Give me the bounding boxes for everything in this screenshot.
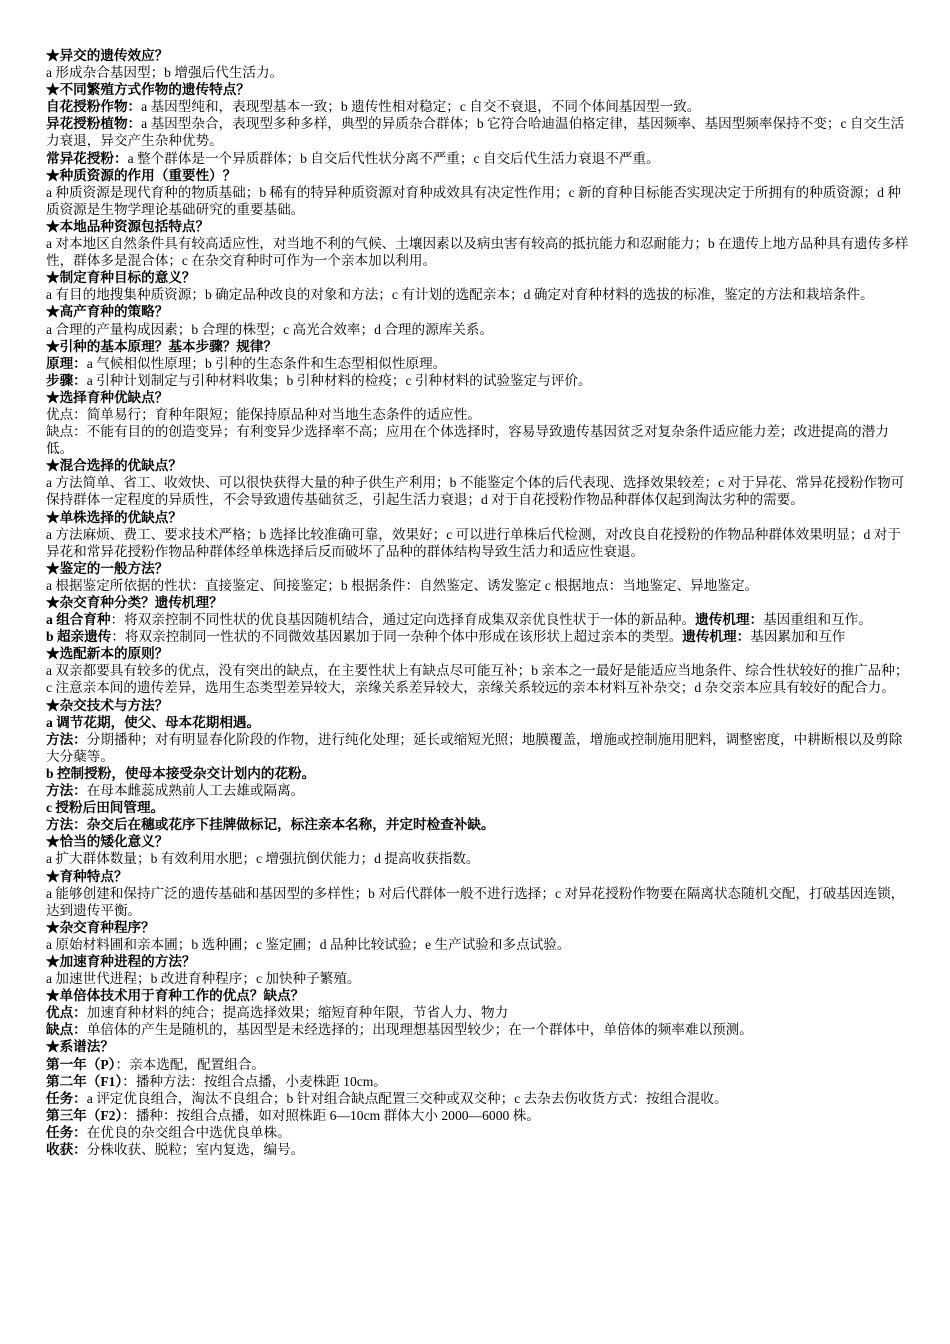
section-paragraph <box>46 1073 912 1090</box>
body-text: a 双亲都要具有较多的优点，没有突出的缺点，在主要性状上有缺点尽可能互补；b 亲本之一最好是能适应当地条件、综合性状较好的推广品种；c 注意亲本间的遗传差异，选用生态类型差异较大，亲缘关系差异较大，亲缘关系较远的亲本材料互补杂交；d 杂交亲本应具有较好的配合力。 <box>46 663 909 696</box>
bold-label: 缺点： <box>46 1022 87 1038</box>
section-heading: ★异交的遗传效应？ <box>46 48 169 63</box>
bold-label: 自花授粉作物： <box>46 99 142 115</box>
body-text: a 种质资源是现代育种的物质基础；b 稀有的特异种质资源对育种成效具有决定性作用；c 新的育种目标能否实现决定于所拥有的种质资源；d 种质资源是生物学理论基础研究的重要基础。 <box>46 184 901 217</box>
body-text: a 原始材料圃和亲本圃；b 选种圃；c 鉴定圃；d 品种比较试验；e 生产试验和多点试验。 <box>46 936 571 952</box>
bold-label: 方法：杂交后在穗或花序下挂牌做标记，标注亲本名称，并定时检查补缺。 <box>46 817 495 833</box>
section-paragraph <box>46 150 912 167</box>
bold-label: 原理： <box>46 355 87 371</box>
body-text: a 加速世代进程；b 改进育种程序；c 加快种子繁殖。 <box>46 971 361 987</box>
section-heading: ★引种的基本原理？基本步骤？规律？ <box>46 338 278 354</box>
body-text: a 根据鉴定所依据的性状：直接鉴定、间接鉴定；b 根据条件：自然鉴定、诱发鉴定 c 根据地点：当地鉴定、异地鉴定。 <box>46 577 759 593</box>
bold-label: 第三年（F2） <box>46 1107 123 1123</box>
section-paragraph <box>46 799 912 816</box>
bold-label: 优点： <box>46 1005 87 1021</box>
body-text: a 方法麻烦、费工、要求技术严格；b 选择比较准确可靠，效果好；c 可以进行单株后代检测，对改良自花授粉的作物品种群体效果明显；d 对于异花和常异花授粉作物品种群体经单株选择后反而破坏了品种的群体结构导致生活力和适应性衰退。 <box>46 526 901 559</box>
section-paragraph <box>46 423 912 457</box>
section-paragraph <box>46 235 912 269</box>
section-heading: ★加速育种进程的方法？ <box>46 953 196 969</box>
section-heading: ★选配新本的原则？ <box>46 646 169 662</box>
section-paragraph <box>46 885 912 919</box>
section-paragraph <box>46 321 912 338</box>
section-paragraph <box>46 816 912 833</box>
body-text: 在母本雌蕊成熟前人工去雄或隔离。 <box>86 783 305 799</box>
section-paragraph <box>46 98 912 115</box>
section-heading: ★混合选择的优缺点？ <box>46 458 182 474</box>
section-paragraph <box>46 1004 912 1021</box>
section-heading: ★育种特点？ <box>46 868 128 884</box>
section-paragraph <box>46 731 912 765</box>
body-text: 分期播种；对有明显春化阶段的作物，进行纯化处理；延长或缩短光照；地膜覆盖，增施或控制施用肥料，调整密度，中耕断根以及剪除大分蘖等。 <box>46 731 903 764</box>
bold-label: 异花授粉植物： <box>46 116 142 132</box>
section-heading: ★种质资源的作用（重要性）？ <box>46 167 237 183</box>
section-paragraph <box>46 970 912 987</box>
body-text: a 方法简单、省工、收效快、可以很快获得大量的种子供生产利用；b 不能鉴定个体的后代表现、选择效果较差；c 对于异花、常异花授粉作物可保持群体一定程度的异质性，不会导致遗传基础贫乏，引起生活力衰退；d 对于自花授粉作物品种群体仅起到淘汰劣种的需要。 <box>46 475 905 508</box>
section-paragraph <box>46 474 912 508</box>
bold-label: 任务： <box>46 1090 87 1106</box>
body-text: a 对本地区自然条件具有较高适应性，对当地不利的气候、土壤因素以及病虫害有较高的抵抗能力和忍耐能力；b 在遗传上地方品种具有遗传多样性，群体多是混合体；c 在杂交育种时可作为一个亲本加以利用。 <box>46 236 909 269</box>
bold-label: a 调节花期，使父、母本花期相遇。 <box>46 714 261 730</box>
body-text: 缺点：不能有目的的创造变异；有利变异少选择率不高；应用在个体选择时，容易导致遗传基因贫乏对复杂条件适应能力差；改进提高的潜力低。 <box>46 424 889 457</box>
body-text: ：播种方法：按组合点播，小麦株距 10cm。 <box>122 1073 387 1089</box>
section-paragraph <box>46 1090 912 1107</box>
bold-label: b 超亲遗传 <box>46 629 112 645</box>
section-heading: ★高产育种的策略？ <box>46 304 169 320</box>
section-paragraph <box>46 406 912 423</box>
section-paragraph <box>46 115 912 149</box>
bold-label: 遗传机理： <box>682 629 751 645</box>
body-text: a 扩大群体数量；b 有效利用水肥；c 增强抗倒伏能力；d 提高收获指数。 <box>46 851 480 867</box>
bold-label: 常异花授粉： <box>46 150 128 166</box>
section-paragraph <box>46 184 912 218</box>
section-paragraph <box>46 714 912 731</box>
body-text: ：将双亲控制同一性状的不同微效基因累加于同一杂种个体中形成在该形状上超过亲本的类型。 <box>111 629 683 645</box>
body-text: 分株收获、脱粒；室内复选，编号。 <box>86 1142 305 1157</box>
body-text: 加速育种材料的纯合；提高选择效果；缩短育种年限，节省人力、物力 <box>86 1005 509 1021</box>
section-paragraph <box>46 577 912 594</box>
body-text: 在优良的杂交组合中选优良单株。 <box>86 1124 291 1140</box>
bold-label: b 控制授粉，使母本接受杂交计划内的花粉。 <box>46 765 316 781</box>
bold-label: 第一年（P） <box>46 1056 116 1072</box>
body-text: a 能够创建和保持广泛的遗传基础和基因型的多样性；b 对后代群体一般不进行选择；c 对异花授粉作物要在隔离状态随机交配，打破基因连锁，达到遗传平衡。 <box>46 885 905 918</box>
body-text: ：将双亲控制不同性状的优良基因随机结合，通过定向选择育成集双亲优良性状于一体的新品种。 <box>110 612 696 628</box>
body-text: a 气候相似性原理；b 引种的生态条件和生态型相似性原理。 <box>86 355 447 371</box>
body-text: ：播种：按组合点播，如对照株距 6—10cm 群体大小 2000—6000 株。 <box>122 1107 540 1123</box>
body-text: 优点：简单易行；育种年限短；能保持原品种对当地生态条件的适应性。 <box>46 406 481 422</box>
section-paragraph <box>46 1021 912 1038</box>
bold-label: 遗传机理： <box>695 612 764 628</box>
bold-label: a 组合育种 <box>46 612 111 628</box>
section-paragraph <box>46 936 912 953</box>
bold-label: c 授粉后田间管理。 <box>46 800 165 816</box>
section-heading: ★鉴定的一般方法？ <box>46 560 169 576</box>
section-heading: ★系谱法？ <box>46 1039 114 1055</box>
body-text: a 引种计划制定与引种材料收集；b 引种材料的检疫；c 引种材料的试验鉴定与评价。 <box>86 372 592 388</box>
section-paragraph <box>46 372 912 389</box>
body-text: 单倍体的产生是随机的，基因型是未经选择的；出现理想基因型较少；在一个群体中，单倍体的频率难以预测。 <box>86 1022 753 1038</box>
section-heading: ★恰当的矮化意义？ <box>46 834 169 850</box>
bold-label: 第二年（F1） <box>46 1073 123 1089</box>
section-paragraph <box>46 1124 912 1141</box>
section-heading: ★单倍体技术用于育种工作的优点？缺点？ <box>46 988 305 1004</box>
body-text: a 形成杂合基因型；b 增强后代生活力。 <box>46 65 284 81</box>
section-heading: ★制定育种目标的意义？ <box>46 270 196 286</box>
body-text: a 合理的产量构成因素；b 合理的株型；c 高光合效率；d 合理的源库关系。 <box>46 321 494 337</box>
section-paragraph <box>46 526 912 560</box>
section-paragraph <box>46 355 912 372</box>
section-paragraph <box>46 782 912 799</box>
body-text: a 基因型杂合，表现型多种多样，典型的异质杂合群体；b 它符合哈迪温伯格定律，基因频率、基因型频率保持不变；c 自交生活力衰退，异交产生杂种优势。 <box>46 116 905 149</box>
section-heading: ★选择育种优缺点？ <box>46 389 169 405</box>
section-heading: ★杂交技术与方法？ <box>46 697 169 713</box>
section-heading: ★单株选择的优缺点？ <box>46 509 182 525</box>
section-heading: ★杂交育种分类？遗传机理？ <box>46 595 223 610</box>
section-paragraph <box>46 1107 912 1124</box>
section-paragraph <box>46 1056 912 1073</box>
body-text: a 基因型纯和，表现型基本一致；b 遗传性相对稳定；c 自交不衰退，不同个体间基因型一致。 <box>141 99 701 115</box>
bold-label: 收获： <box>46 1142 87 1157</box>
section-heading: ★本地品种资源包括特点？ <box>46 218 210 234</box>
section-paragraph <box>46 662 912 696</box>
section-paragraph <box>46 765 912 782</box>
bold-label: 步骤： <box>46 372 87 388</box>
body-text: a 有目的地搜集种质资源；b 确定品种改良的对象和方法；c 有计划的选配亲本；d 确定对育种材料的选拔的标准，鉴定的方法和栽培条件。 <box>46 287 874 303</box>
body-text: a 评定优良组合，淘汰不良组合；b 针对组合缺点配置三交种或双交种；c 去杂去伤收货方式：按组合混收。 <box>86 1090 728 1106</box>
body-text: 基因累加和互作 <box>750 629 846 645</box>
section-paragraph <box>46 628 912 645</box>
body-text: a 整个群体是一个异质群体；b 自交后代性状分离不严重；c 自交后代生活力衰退不严重。 <box>127 150 660 166</box>
body-text: 基因重组和互作。 <box>763 612 872 628</box>
section-paragraph <box>46 1141 912 1158</box>
section-paragraph <box>46 286 912 303</box>
section-paragraph <box>46 64 912 81</box>
body-text: ：亲本选配，配置组合。 <box>115 1056 266 1072</box>
bold-label: 任务： <box>46 1124 87 1140</box>
bold-label: 方法： <box>46 731 87 747</box>
section-heading: ★杂交育种程序？ <box>46 919 155 935</box>
section-paragraph <box>46 611 912 628</box>
bold-label: 方法： <box>46 783 87 799</box>
section-heading: ★不同繁殖方式作物的遗传特点？ <box>46 82 250 98</box>
section-paragraph <box>46 850 912 867</box>
